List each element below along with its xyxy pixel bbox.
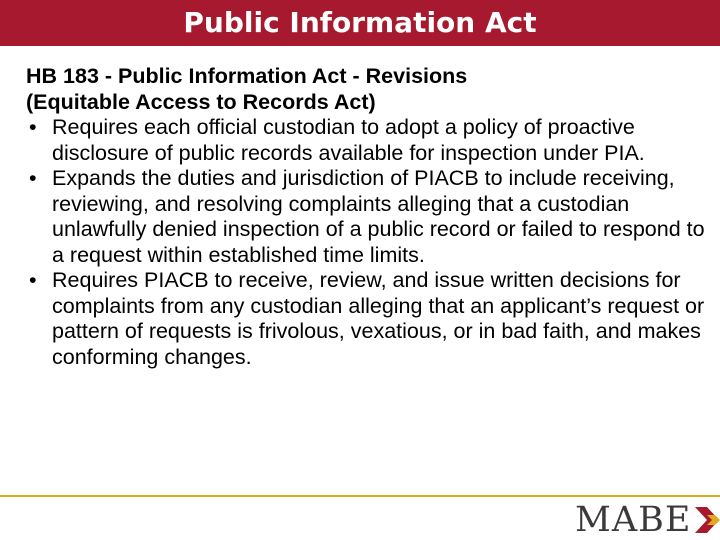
bullet-text: Expands the duties and jurisdiction of PIACB to include receiving, reviewing, and resolving complaints alleging that a custodian unlawfully denied inspection of a public record or failed to respond to a request within established time limits.: [52, 166, 705, 267]
title-bar: [0, 0, 720, 46]
bullet-icon: •: [29, 268, 37, 292]
bullet-item: [26, 268, 706, 370]
bullet-text: Requires each official custodian to adopt a policy of proactive disclosure of public records available for inspection under PIA.: [52, 115, 645, 165]
heading-line-2: (Equitable Access to Records Act): [26, 89, 376, 114]
mabe-logo: [575, 500, 720, 540]
bullet-item: [26, 115, 706, 166]
bullet-text: Requires PIACB to receive, review, and issue written decisions for complaints from any custodian alleging that an applicant’s request or pattern of requests is frivolous, vexatious, or in bad faith, and makes conforming changes.: [52, 268, 705, 369]
footer-rule: [0, 495, 720, 497]
slide-heading: [26, 64, 706, 115]
bullet-list: [26, 115, 706, 370]
slide-content: [26, 64, 706, 370]
slide-title: Public Information Act: [183, 6, 537, 39]
bullet-icon: •: [29, 115, 37, 139]
logo-text: MABE: [575, 500, 692, 540]
logo-arrow-icon: [693, 503, 720, 537]
heading-line-1: HB 183 - Public Information Act - Revisions: [26, 64, 468, 88]
bullet-icon: •: [29, 166, 37, 190]
bullet-item: [26, 166, 706, 268]
